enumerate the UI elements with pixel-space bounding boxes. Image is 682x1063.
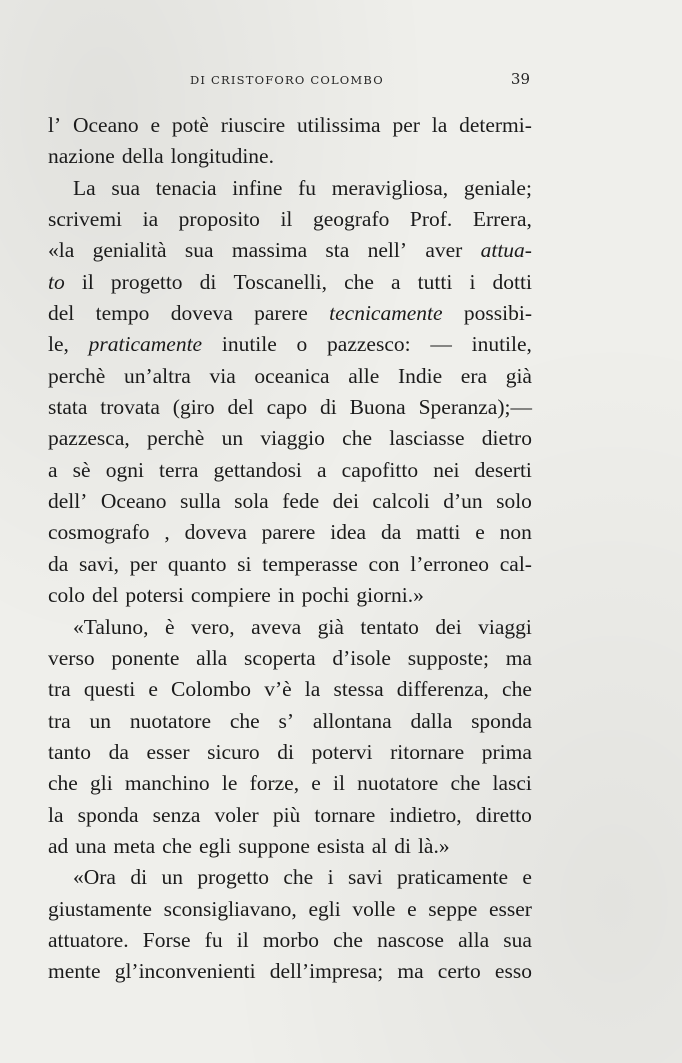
word: Speranza);— [418,395,532,420]
word: longitudine. [170,144,274,169]
word: indietro, [389,802,462,827]
text-line [48,674,532,705]
word: ad [48,833,69,858]
word: sicuro [207,739,260,764]
word: al [371,833,388,858]
word: sua [111,175,141,200]
word: sponda [471,708,532,733]
word: sola [234,489,269,514]
word: è [165,614,175,639]
word: senza [152,802,201,827]
word: di [394,833,411,858]
word: lasciasse [389,426,465,451]
word: che [342,426,373,451]
word: dalla [410,708,453,733]
word: che [229,708,260,733]
word: perchè [147,426,205,451]
word: solo [496,489,532,514]
word: là.» [417,833,450,858]
word: proposito [178,207,260,232]
word: certo [437,959,481,984]
word: utilissima [296,113,381,137]
word: tornare [314,802,376,827]
word: tenacia [155,175,217,200]
word: e [475,520,485,545]
word: che [502,677,532,702]
text-line [48,235,532,266]
word: nuotatore [129,708,212,733]
word: a [391,269,401,294]
word: che [450,771,481,796]
word: viaggio [260,426,325,451]
text-line [48,956,532,987]
text-line [48,141,532,172]
text-line [48,110,532,141]
word: e [150,113,160,137]
word: compiere [190,583,271,608]
word: volle [352,896,396,921]
running-title: DI CRISTOFORO COLOMBO [190,73,384,87]
word: tentato [360,614,419,639]
word: attuatore. [48,927,129,952]
word: Oceano [72,113,139,137]
word: inutile, [471,332,532,357]
word: di [130,865,148,890]
word: egli [308,896,341,921]
word: quanto [167,551,227,576]
word: a [317,457,327,482]
word: calcoli [372,489,430,514]
word: di [277,739,294,764]
word: non [499,520,532,545]
word: Toscanelli, [233,269,327,294]
word: che [344,269,374,294]
word: matti [416,520,461,545]
word: sè [72,457,91,482]
word: morbo [262,927,319,952]
word: differenza, [396,677,489,702]
text-line [48,173,532,204]
word: tanto [48,739,91,764]
word: ritornare [390,739,465,764]
word: progetto [197,865,269,890]
word: alle [348,363,380,388]
word: dell’ [48,489,88,514]
word: le [221,771,238,796]
word: in [277,583,295,608]
text-line [48,894,532,925]
word: fede [282,489,320,514]
word: alla [458,927,490,952]
word: pazzesco: [327,332,411,357]
word: Buona [349,395,406,420]
word: della [121,144,164,169]
word: di [199,269,217,294]
word: savi [347,865,383,890]
word: colo [48,583,86,608]
word: tra [48,708,71,733]
text-line [48,204,532,235]
word: gettandosi [213,457,302,482]
word: tutti [417,269,453,294]
word: da [108,739,129,764]
word: , [164,520,170,545]
word: idea [330,520,367,545]
word: ponente [111,645,180,670]
text-line [48,329,532,360]
word: parere [254,301,308,326]
word: doveva [170,301,233,326]
word: capo [266,395,308,420]
word: Prof. [409,207,453,232]
word: esser [488,896,532,921]
word: questi [83,677,136,702]
word: meravigliosa, [331,175,449,200]
word: si [237,551,252,576]
word: dotti [492,269,532,294]
word: tempo [95,301,150,326]
word: da [48,551,69,576]
word: seppe [428,896,478,921]
word: «Taluno, [73,614,149,639]
word: nascose [377,927,444,952]
word: Errera, [472,207,532,232]
word: genialità [92,238,167,263]
word: un [89,708,111,733]
word: scrivemi [48,207,123,232]
word: nei [433,457,460,482]
word: che [333,927,363,952]
word: sulla [180,489,221,514]
word: e [148,677,158,702]
word: il [236,927,249,952]
word: savi, [79,551,120,576]
word: Oceano [100,489,167,514]
word: viaggi [478,614,532,639]
word: attua- [480,238,532,263]
page-number: 39 [510,70,530,88]
text-line [48,455,532,486]
text-line [48,267,532,298]
word: deserti [474,457,532,482]
word: fu [298,175,317,200]
text-line [48,831,532,862]
word: suppone [238,833,310,858]
word: il [81,269,94,294]
word: e [407,896,417,921]
word: i [469,269,476,294]
word: manchino [124,771,210,796]
word: da [380,520,402,545]
word: di [320,395,337,420]
word: mente [48,959,101,984]
word: del [48,301,75,326]
word: dei [332,489,359,514]
word: già [317,614,344,639]
word: tra [48,677,71,702]
word: più [272,802,301,827]
word: s’ [278,708,295,733]
word: lasci [492,771,532,796]
word: Indie [397,363,443,388]
word: la [304,677,321,702]
word: che [48,771,78,796]
word: sconsigliavano, [163,896,297,921]
word: (giro [172,395,215,420]
word: d’un [443,489,483,514]
word: alla [196,645,228,670]
word: dietro [481,426,532,451]
word: sua [184,238,214,263]
word: determi- [459,113,532,137]
word: e [522,865,532,890]
word: un [221,426,244,451]
word: per [392,113,420,137]
word: sua [503,927,532,952]
word: gl’inconvenienti [114,959,256,984]
word: esista [316,833,365,858]
word: terra [159,457,199,482]
word: la [431,113,448,137]
word: giorni.» [356,583,424,608]
word: scoperta [243,645,316,670]
word: sta [325,238,350,263]
word: ogni [105,457,144,482]
word: giustamente [48,896,152,921]
text-line [48,392,532,423]
word: geografo [312,207,390,232]
word: stata [48,395,88,420]
word: l’erroneo [410,551,490,576]
word: potersi [125,583,184,608]
word: capofitto [341,457,419,482]
text-line [48,580,532,611]
word: pazzesca, [48,426,130,451]
text-line [48,925,532,956]
word: del [227,395,254,420]
text-line [48,768,532,799]
word: egli [198,833,232,858]
word: progetto [110,269,183,294]
text-line [48,517,532,548]
word: con [368,551,400,576]
page-header [0,70,682,93]
word: già [505,363,532,388]
word: che [162,833,192,858]
text-line [48,486,532,517]
word: tecnicamente [329,301,443,326]
text-line [48,549,532,580]
word: un [161,865,183,890]
word: era [460,363,488,388]
text-line [48,361,532,392]
word: ia [142,207,159,232]
word: oceanica [254,363,330,388]
word: supposte; [407,645,489,670]
word: potervi [311,739,373,764]
word: una [75,833,107,858]
word: nuotatore [357,771,439,796]
text-line [48,612,532,643]
word: v’è [264,677,292,702]
word: — [430,332,452,357]
word: i [327,865,334,890]
word: perchè [48,363,106,388]
word: ma [505,645,532,670]
text-line [48,298,532,329]
word: del [92,583,119,608]
word: prima [481,739,532,764]
word: praticamente [88,332,203,357]
word: voler [214,802,259,827]
word: sponda [77,802,139,827]
word: praticamente [396,865,508,890]
word: trovata [100,395,160,420]
word: massima [231,238,308,263]
word: a [48,457,58,482]
word: dell’impresa; [269,959,384,984]
word: stessa [333,677,384,702]
text-line [48,737,532,768]
word: pochi [301,583,350,608]
word: cosmografo [48,520,150,545]
word: un’altra [123,363,191,388]
word: aver [425,238,463,263]
word: Forse [142,927,191,952]
word: temperasse [262,551,358,576]
word: aveva [251,614,302,639]
word: l’ [48,113,62,137]
word: e [311,771,321,796]
word: riuscire [220,113,286,137]
word: ma [397,959,424,984]
word: inutile [221,332,277,357]
word: cal- [499,551,532,576]
word: possibi- [463,301,532,326]
word: Colombo [171,677,252,702]
word: che [283,865,314,890]
word: doveva [184,520,247,545]
word: il [332,771,345,796]
word: «la [48,238,75,263]
word: parere [261,520,316,545]
word: infine [232,175,283,200]
body-text [48,110,532,988]
word: forze, [249,771,300,796]
text-line [48,643,532,674]
word: il [280,207,293,232]
text-line [48,800,532,831]
word: le, [48,332,69,357]
word: la [48,802,64,827]
word: La [73,175,96,200]
word: diretto [475,802,532,827]
word: nazione [48,144,115,169]
word: esser [146,739,190,764]
word: «Ora [73,865,116,890]
word: via [209,363,236,388]
word: to [48,269,65,294]
word: potè [171,113,209,137]
word: o [296,332,308,357]
word: geniale; [463,175,532,200]
word: d’isole [332,645,391,670]
word: fu [204,927,223,952]
text-line [48,423,532,454]
text-line [48,862,532,893]
word: meta [113,833,156,858]
word: vero, [191,614,235,639]
word: dei [435,614,462,639]
text-line [48,706,532,737]
word: per [129,551,158,576]
word: esso [494,959,532,984]
word: nell’ [367,238,408,263]
word: allontana [312,708,392,733]
word: verso [48,645,95,670]
word: gli [90,771,113,796]
